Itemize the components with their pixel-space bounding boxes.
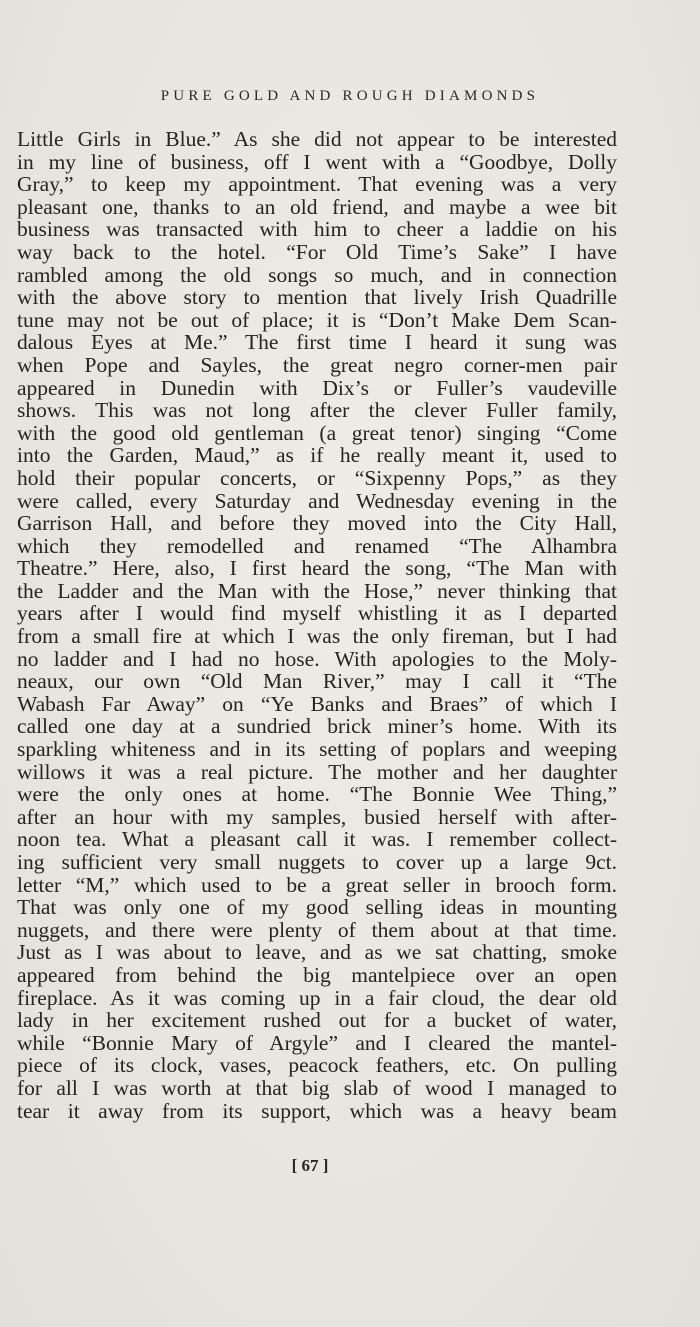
text-line: hold their popular concerts, or “Sixpenny Pops,” as they bbox=[17, 465, 617, 490]
text-line: for all I was worth at that big slab of wood I managed to bbox=[17, 1075, 617, 1100]
text-line: after an hour with my samples, busied herself with after- bbox=[17, 804, 617, 829]
text-line: shows. This was not long after the clever Fuller family, bbox=[17, 398, 617, 423]
text-line: while “Bonnie Mary of Argyle” and I cleared the mantel- bbox=[17, 1030, 617, 1055]
text-line: the Ladder and the Man with the Hose,” never thinking that bbox=[17, 578, 617, 603]
text-line: from a small fire at which I was the only fireman, but I had bbox=[17, 624, 617, 649]
text-line: which they remodelled and renamed “The Alhambra bbox=[17, 533, 617, 558]
text-line: when Pope and Sayles, the great negro corner-men pair bbox=[17, 352, 617, 377]
text-line: were the only ones at home. “The Bonnie Wee Thing,” bbox=[17, 782, 617, 807]
text-line: Wabash Far Away” on “Ye Banks and Braes” of which I bbox=[17, 691, 617, 716]
text-line: business was transacted with him to cheer a laddie on his bbox=[17, 217, 617, 242]
text-line: piece of its clock, vases, peacock feathers, etc. On pulling bbox=[17, 1053, 617, 1078]
text-line: in my line of business, off I went with a “Goodbye, Dolly bbox=[17, 149, 617, 174]
text-line: appeared in Dunedin with Dix’s or Fuller’s vaudeville bbox=[17, 375, 617, 400]
text-line: rambled among the old songs so much, and in connection bbox=[17, 262, 617, 287]
text-line: into the Garden, Maud,” as if he really meant it, used to bbox=[17, 443, 617, 468]
text-line: Little Girls in Blue.” As she did not appear to be interested bbox=[17, 127, 617, 151]
text-line: Garrison Hall, and before they moved into the City Hall, bbox=[17, 511, 617, 536]
text-line: sparkling whiteness and in its setting of poplars and weeping bbox=[17, 737, 617, 762]
text-line: way back to the hotel. “For Old Time’s Sake” I have bbox=[17, 239, 617, 264]
text-line: noon tea. What a pleasant call it was. I remember collect- bbox=[17, 827, 617, 852]
text-line: tune may not be out of place; it is “Don’t Make Dem Scan- bbox=[17, 307, 617, 332]
page-number: [ 67 ] bbox=[291, 1156, 329, 1175]
text-line: were called, every Saturday and Wednesday evening in the bbox=[17, 488, 617, 513]
text-line: Theatre.” Here, also, I first heard the song, “The Man with bbox=[17, 556, 617, 581]
text-line: pleasant one, thanks to an old friend, and maybe a wee bit bbox=[17, 194, 617, 219]
text-line: tear it away from its support, which was a heavy beam bbox=[17, 1098, 617, 1123]
text-line: That was only one of my good selling ideas in mounting bbox=[17, 895, 617, 920]
body-text bbox=[17, 128, 617, 1122]
text-line: nuggets, and there were plenty of them about at that time. bbox=[17, 917, 617, 942]
text-line: lady in her excitement rushed out for a bucket of water, bbox=[17, 1008, 617, 1033]
text-line: fireplace. As it was coming up in a fair cloud, the dear old bbox=[17, 985, 617, 1010]
text-line: appeared from behind the big mantelpiece over an open bbox=[17, 962, 617, 987]
text-line: called one day at a sundried brick miner’s home. With its bbox=[17, 714, 617, 739]
text-line: dalous Eyes at Me.” The first time I heard it sung was bbox=[17, 330, 617, 355]
text-line: ing sufficient very small nuggets to cover up a large 9ct. bbox=[17, 850, 617, 874]
text-line: Just as I was about to leave, and as we sat chatting, smoke bbox=[17, 940, 617, 965]
text-line: letter “M,” which used to be a great seller in brooch form. bbox=[17, 872, 617, 897]
text-line: Gray,” to keep my appointment. That evening was a very bbox=[17, 172, 617, 197]
text-line: with the above story to mention that lively Irish Quadrille bbox=[17, 285, 617, 310]
text-line: with the good old gentleman (a great tenor) singing “Come bbox=[17, 420, 617, 445]
text-line: willows it was a real picture. The mother and her daughter bbox=[17, 759, 617, 784]
text-line: neaux, our own “Old Man River,” may I call it “The bbox=[17, 669, 617, 694]
running-head: PURE GOLD AND ROUGH DIAMONDS bbox=[160, 88, 540, 104]
text-line: no ladder and I had no hose. With apologies to the Moly- bbox=[17, 646, 617, 671]
text-line: years after I would find myself whistling it as I departed bbox=[17, 601, 617, 626]
